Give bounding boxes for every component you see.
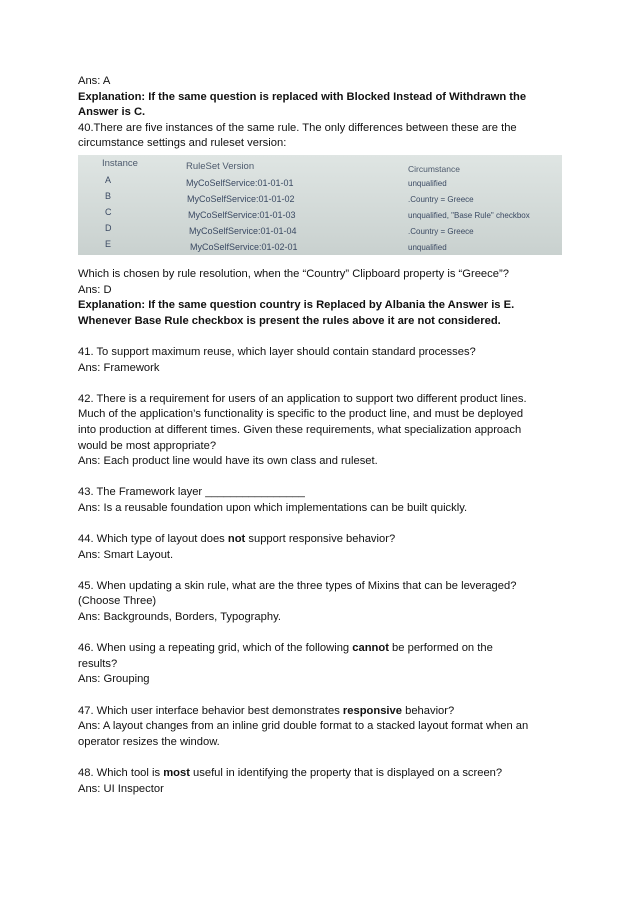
row-c-instance: C [105,206,112,217]
q47-answer-line1: Ans: A layout changes from an inline grid double format to a stacked layout format when an [78,720,529,733]
q39-explanation-line1: Explanation: If the same question is replaced with Blocked Instead of Withdrawn the [78,90,527,103]
q46-question-line2: results? [78,657,118,670]
q48-question-end: useful in identifying the property that is displayed on a screen? [189,766,503,779]
row-b-circumstance: .Country = Greece [408,194,474,204]
row-e-circumstance: unqualified [408,242,447,252]
q39-answer: Ans: A [78,75,111,87]
q47-question [78,704,568,720]
q40-explanation-line2: Whenever Base Rule checkbox is present the rules above it are not considered. [78,314,501,327]
q44-question [78,532,568,548]
q47-emphasis: responsive [342,704,402,717]
row-e-instance: E [105,238,112,249]
q47-question-start: 47. Which user interface behavior best demonstrates [78,704,343,717]
row-a-circumstance: unqualified [408,178,447,188]
row-e-version: MyCoSelfService:01-02-01 [190,241,298,252]
q44-answer: Ans: Smart Layout. [78,548,174,561]
q46-question-start: 46. When using a repeating grid, which of the following [78,642,353,655]
q44-emphasis: not [227,533,246,546]
q40-question: Which is chosen by rule resolution, when the “Country” Clipboard property is “Greece”? [78,267,509,280]
row-a-instance: A [105,174,112,185]
q40-question-line2: circumstance settings and ruleset version: [78,137,287,150]
q46-question-end: be performed on the [388,642,493,655]
q44-question-end: support responsive behavior? [245,533,396,546]
row-d-instance: D [105,222,112,233]
q42-question-line3: into production at different times. Given these requirements, what specialization approach [78,423,522,436]
q42-question-line1: 42. There is a requirement for users of an application to support two different product lines. [78,392,527,405]
q43-answer: Ans: Is a reusable foundation upon which implementations can be built quickly. [78,501,468,514]
q48-question [78,766,568,782]
q43-question: 43. The Framework layer ________________ [78,486,305,499]
q39-explanation-line2: Answer is C. [78,106,146,119]
row-c-version: MyCoSelfService:01-01-03 [188,209,296,220]
row-b-version: MyCoSelfService:01-01-02 [187,193,295,204]
q40-answer: Ans: D [78,283,112,296]
q40-explanation-line1: Explanation: If the same question country is Replaced by Albania the Answer is E. [78,299,515,312]
q46-emphasis: cannot [352,642,389,655]
q48-question-start: 48. Which tool is [78,766,164,779]
q42-question-line2: Much of the application’s functionality is specific to the product line, and must be deployed [78,408,524,421]
row-d-version: MyCoSelfService:01-01-04 [189,225,297,236]
q42-question-line4: would be most appropriate? [78,439,217,452]
q48-answer: Ans: UI Inspector [78,782,164,795]
header-instance: Instance [102,157,138,169]
q45-question-line2: (Choose Three) [78,595,157,608]
header-circumstance: Circumstance [408,163,460,174]
q47-answer-line2: operator resizes the window. [78,735,220,748]
row-c-circumstance: unqualified, "Base Rule" checkbox [408,210,530,220]
q41-answer: Ans: Framework [78,361,160,374]
ruleset-table-svg [78,155,562,255]
row-d-circumstance: .Country = Greece [408,226,474,236]
row-a-version: MyCoSelfService:01-01-01 [186,177,294,188]
q48-emphasis: most [163,766,190,779]
q40-question-line1: 40.There are five instances of the same rule. The only differences between these are the [78,121,517,134]
q44-question-start: 44. Which type of layout does [78,533,228,546]
row-b-instance: B [105,190,112,201]
q45-answer: Ans: Backgrounds, Borders, Typography. [78,611,281,624]
document-page [78,74,568,797]
q46-question-line1 [78,641,568,657]
q45-question-line1: 45. When updating a skin rule, what are the three types of Mixins that can be leveraged? [78,579,517,592]
q42-answer: Ans: Each product line would have its own class and ruleset. [78,455,378,468]
q47-question-end: behavior? [401,704,455,717]
q41-question: 41. To support maximum reuse, which layer should contain standard processes? [78,345,476,358]
ruleset-table-photo [78,155,562,255]
q46-answer: Ans: Grouping [78,673,150,686]
header-ruleset-version: RuleSet Version [186,160,255,172]
